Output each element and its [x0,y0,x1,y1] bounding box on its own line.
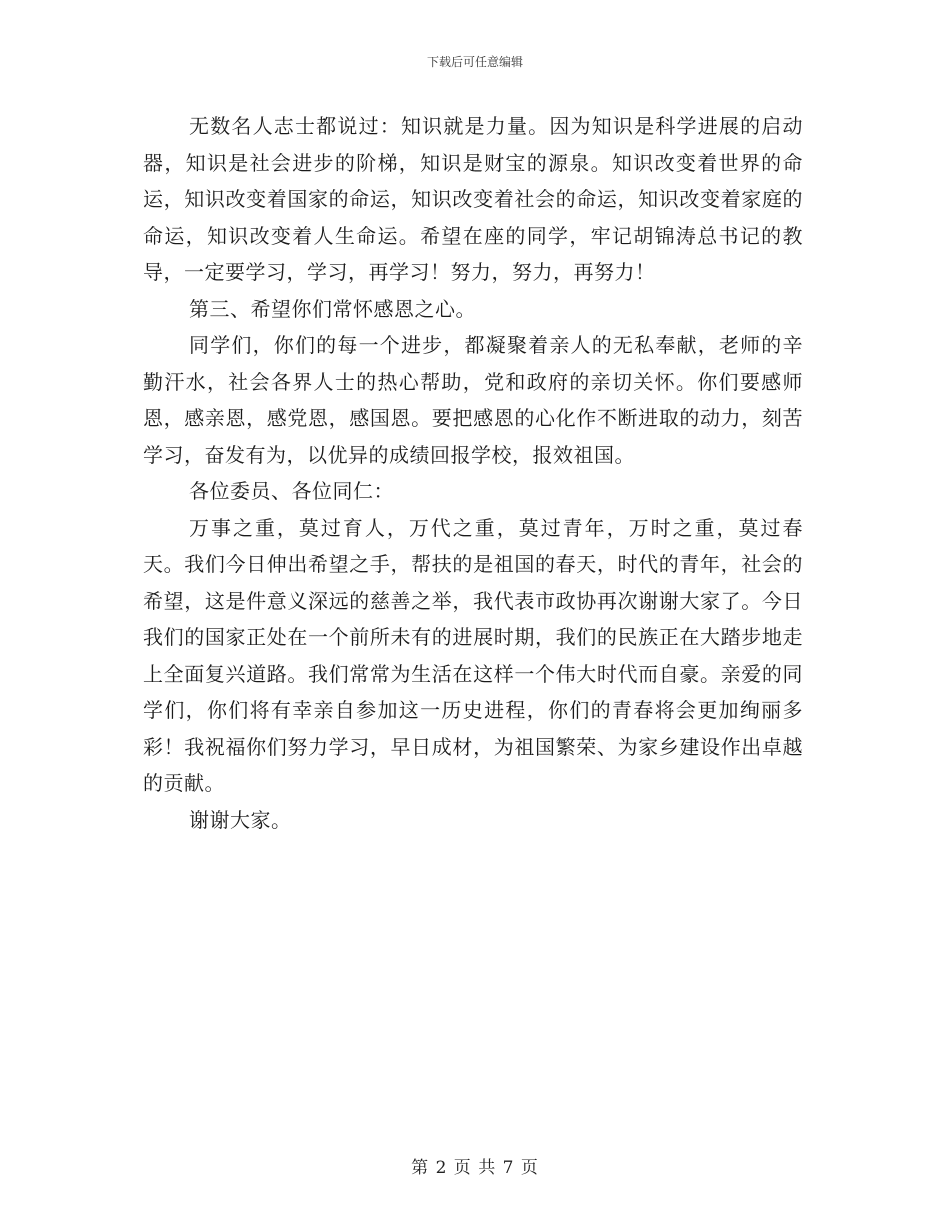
paragraph-thanks: 谢谢大家。 [189,807,292,832]
paragraph-salutation: 各位委员、各位同仁： [189,479,394,503]
paragraph-gratitude: 同学们，你们的每一个进步，都凝聚着亲人的无私奉献，老师的辛勤汗水，社会各界人士的热心帮助，党和政府的亲切关怀。你们要感师恩，感亲恩，感党恩，感国恩。要把感恩的心化作不断进取的动力，刻苦学习，奋发有为，以优异的成绩回报学校，报效祖国。 [143,333,803,467]
page-header-note: 下载后可任意编辑 [426,55,523,69]
document-body [143,108,803,838]
paragraph-gratitude-heading: 第三、希望你们常怀感恩之心。 [189,296,476,321]
paragraph-youth: 万事之重，莫过育人，万代之重，莫过青年，万时之重，莫过春天。我们今日伸出希望之手，帮扶的是祖国的春天，时代的青年，社会的希望，这是件意义深远的慈善之举，我代表市政协再次谢谢大家了。今日我们的国家正处在一个前所未有的进展时期，我们的民族正在大踏步地走上全面复兴道路。我们常常为生活在这样一个伟大时代而自豪。亲爱的同学们，你们将有幸亲自参加这一历史进程，你们的青春将会更加绚丽多彩！我祝福你们努力学习，早日成材，为祖国繁荣、为家乡建设作出卓越的贡献。 [143,515,803,795]
page-number: 第 2 页 共 7 页 [411,1158,539,1178]
paragraph-knowledge: 无数名人志士都说过：知识就是力量。因为知识是科学进展的启动器，知识是社会进步的阶梯，知识是财宝的源泉。知识改变着世界的命运，知识改变着国家的命运，知识改变着社会的命运，知识改变着家庭的命运，知识改变着人生命运。希望在座的同学，牢记胡锦涛总书记的教导，一定要学习，学习，再学习！努力，努力，再努力！ [143,114,803,284]
